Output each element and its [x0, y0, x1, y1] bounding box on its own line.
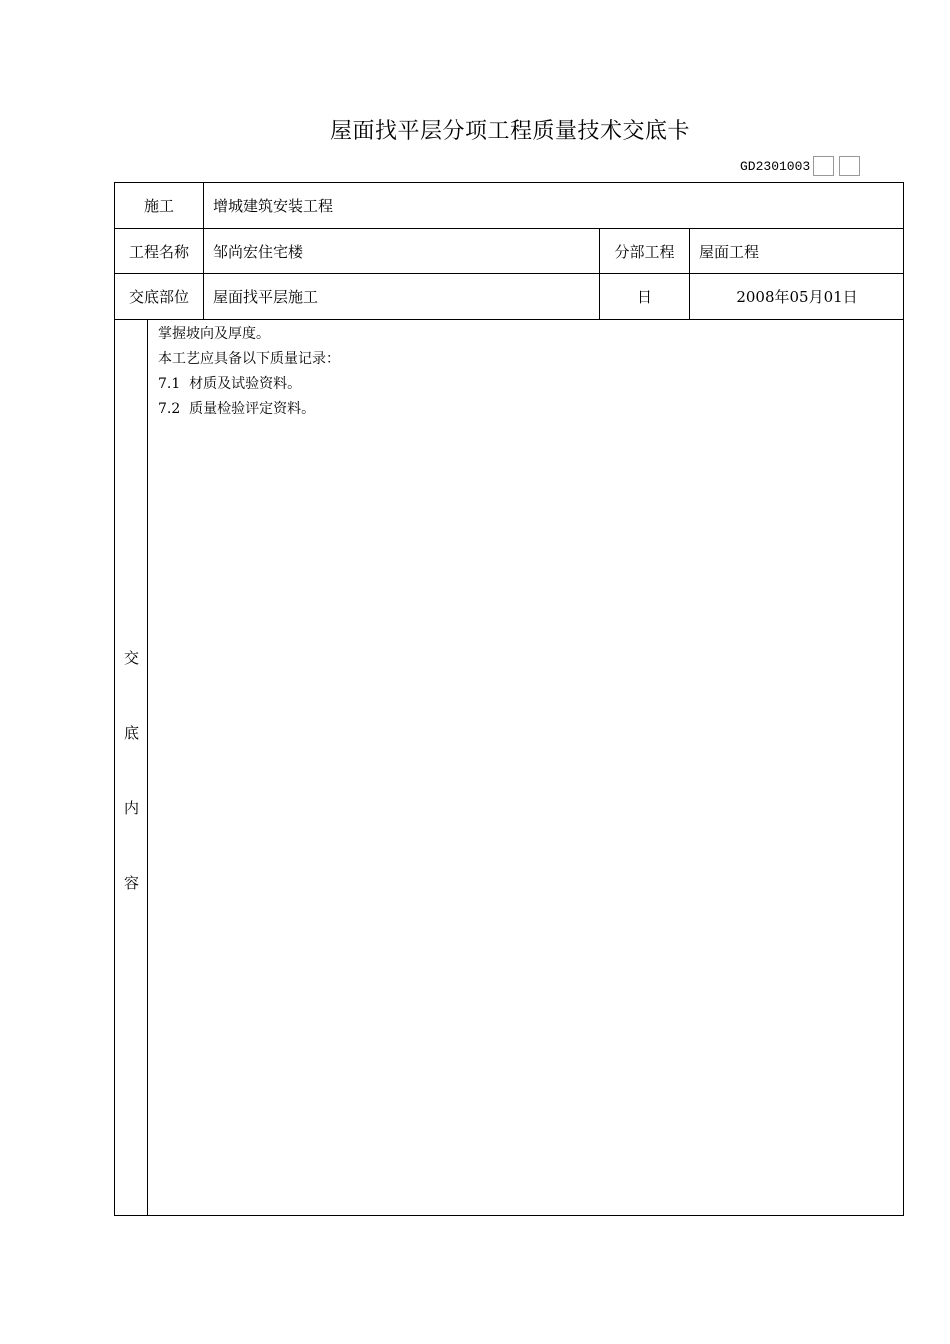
date-label: 日 — [636, 288, 652, 306]
project-name-label: 工程名称 — [128, 242, 189, 261]
code-box-1[interactable] — [813, 156, 834, 176]
date-value[interactable]: 2008年05月01日 — [736, 288, 858, 306]
content-side-label — [115, 320, 148, 1215]
sub-project-label: 分部工程 — [614, 242, 675, 261]
form-code: GD2301003 — [740, 158, 811, 174]
sub-project-value[interactable]: 屋面工程 — [699, 242, 760, 261]
document-title: 屋面找平层分项工程质量技术交底卡 — [329, 119, 690, 144]
position-label: 交底部位 — [128, 288, 189, 306]
form-code-row — [740, 155, 860, 177]
row-project — [115, 229, 903, 274]
side-label-char: 底 — [123, 724, 139, 742]
row-position — [115, 274, 903, 320]
construction-value[interactable]: 增城建筑安装工程 — [213, 197, 334, 215]
construction-label: 施工 — [143, 197, 174, 215]
disclosure-table — [114, 182, 904, 1216]
disclosure-content[interactable] — [158, 322, 340, 422]
side-label-char: 交 — [123, 649, 139, 667]
side-label-char: 内 — [123, 799, 139, 817]
code-box-2[interactable] — [839, 156, 860, 176]
content-line: 7.2 质量检验评定资料。 — [158, 401, 316, 417]
project-name-value[interactable]: 邹尚宏住宅楼 — [213, 242, 304, 261]
side-label-char: 容 — [123, 874, 139, 892]
disclosure-content-area — [115, 320, 903, 1215]
row-construction — [115, 183, 903, 229]
content-line: 本工艺应具备以下质量记录： — [158, 351, 340, 367]
content-line: 掌握坡向及厚度。 — [158, 326, 270, 342]
position-value[interactable]: 屋面找平层施工 — [213, 288, 319, 306]
content-line: 7.1 材质及试验资料。 — [158, 376, 302, 392]
